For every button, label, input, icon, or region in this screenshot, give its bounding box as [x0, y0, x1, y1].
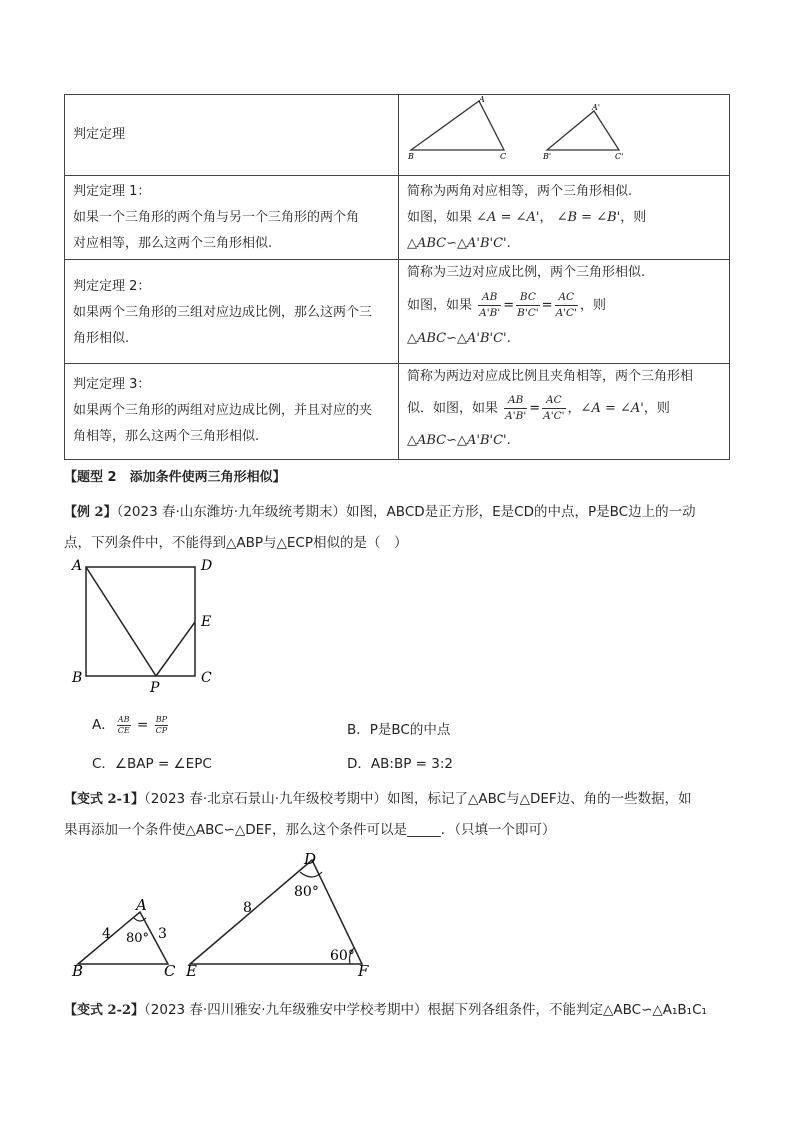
theorem2-text: 判定定理 2： 如果两个三角形的三组对应边成比例，那么这两个三 角形相似.	[65, 260, 399, 364]
angle-D-value: 80°	[294, 884, 319, 900]
table-row	[65, 260, 730, 364]
label-A: A	[479, 95, 485, 104]
theorem3-summary: 简称为两边对应成比例且夹角相等，两个三角形相 似．如图，如果 $\frac{AB}{A'B'}$ = $\frac{AC}{A'C'}$ ，∠A = ∠A'，则 △ABC∽△A'B'C'.	[399, 364, 730, 460]
variant21-line1: 【变式 2-1】（2023 春·北京石景山·九年级校考期中）如图，标记了△ABC与△DEF边、角的一些数据，如	[64, 791, 692, 807]
label-B: B	[72, 962, 84, 980]
triangles-diagram-cell	[399, 95, 730, 176]
label-P: P	[150, 680, 160, 694]
fraction: $\frac{AB}{A'B'}$	[505, 394, 527, 422]
angle-F-value: 60°	[330, 948, 355, 964]
theorem-table	[64, 94, 730, 460]
table-row	[65, 176, 730, 260]
label-A1: A'	[592, 103, 600, 112]
fraction: $\frac{AC}{A'C'}$	[555, 291, 577, 319]
side-AC-value: 3	[158, 926, 167, 942]
fraction: $\frac{BC}{B'C'}$	[517, 291, 539, 319]
example2-line2: 点，下列条件中，不能得到△ABP与△ECP相似的是（ ）	[64, 535, 408, 551]
similar-triangles-diagram	[399, 95, 729, 165]
example2-line1: 【例 2】（2023 春·山东潍坊·九年级统考期末）如图，ABCD是正方形，E是CD的中点，P是BC边上的一动	[64, 504, 696, 520]
option-B: B．P是BC的中点	[347, 722, 451, 738]
theorem1-summary: 简称为两角对应相等，两个三角形相似. 如图，如果 ∠A = ∠A'， ∠B = ∠B'，则 △ABC∽△A'B'C'.	[399, 176, 730, 260]
fraction: $\frac{AC}{A'C'}$	[543, 394, 565, 422]
label-E: E	[186, 962, 197, 980]
side-AB-value: 4	[102, 926, 111, 942]
two-triangles-figure	[60, 842, 390, 982]
label-A: A	[72, 558, 83, 574]
label-A: A	[136, 896, 147, 914]
option-C: C．∠BAP = ∠EPC	[92, 756, 212, 772]
label-C: C	[500, 152, 507, 161]
variant22-line1: 【变式 2-2】（2023 春·四川雅安·九年级雅安中学校考期中）根据下列各组条件，不能判定△ABC∽△A₁B₁C₁	[64, 1002, 707, 1018]
label-D: D	[304, 850, 317, 868]
table-row	[65, 364, 730, 460]
option-D: D．AB:BP = 3:2	[347, 756, 453, 772]
variant21-line2: 果再添加一个条件使△ABC∽△DEF，那么这个条件可以是_____．（只填一个即可）	[64, 822, 556, 838]
table-row	[65, 95, 730, 176]
label-C1: C'	[615, 152, 624, 161]
option-A: A． $\frac{AB}{CE}$ = $\frac{BP}{CP}$	[92, 714, 168, 735]
fraction: $\frac{AB}{CE}$	[117, 714, 130, 735]
angle-A-value: 80°	[126, 931, 150, 946]
label-E: E	[201, 614, 212, 630]
section-title: 【题型 2 添加条件使两三角形相似】	[64, 470, 286, 485]
theorem1-text: 判定定理 1： 如果一个三角形的两个角与另一个三角形的两个角 对应相等，那么这两个三角形相似.	[65, 176, 399, 260]
label-F: F	[358, 962, 369, 980]
theorem3-text: 判定定理 3： 如果两个三角形的两组对应边成比例，并且对应的夹 角相等，那么这两个三角形相似.	[65, 364, 399, 460]
fraction: $\frac{BP}{CP}$	[155, 714, 168, 735]
theorem2-summary: 简称为三边对应成比例，两个三角形相似. 如图，如果 $\frac{AB}{A'B'}$ = $\frac{BC}{B'C'}$ = $\frac{AC}{A'C'}$ ，则 △ABC∽△A'B'C'.	[399, 260, 730, 364]
label-B1: B'	[543, 152, 552, 161]
fraction: $\frac{AB}{A'B'}$	[479, 291, 501, 319]
square-figure	[64, 552, 224, 694]
side-DE-value: 8	[243, 900, 252, 916]
label-C: C	[164, 962, 176, 980]
label-B: B	[72, 670, 83, 686]
label-D: D	[201, 558, 213, 574]
row-header-label: 判定定理	[65, 95, 399, 176]
label-B: B	[408, 152, 414, 161]
label-C: C	[201, 670, 212, 686]
